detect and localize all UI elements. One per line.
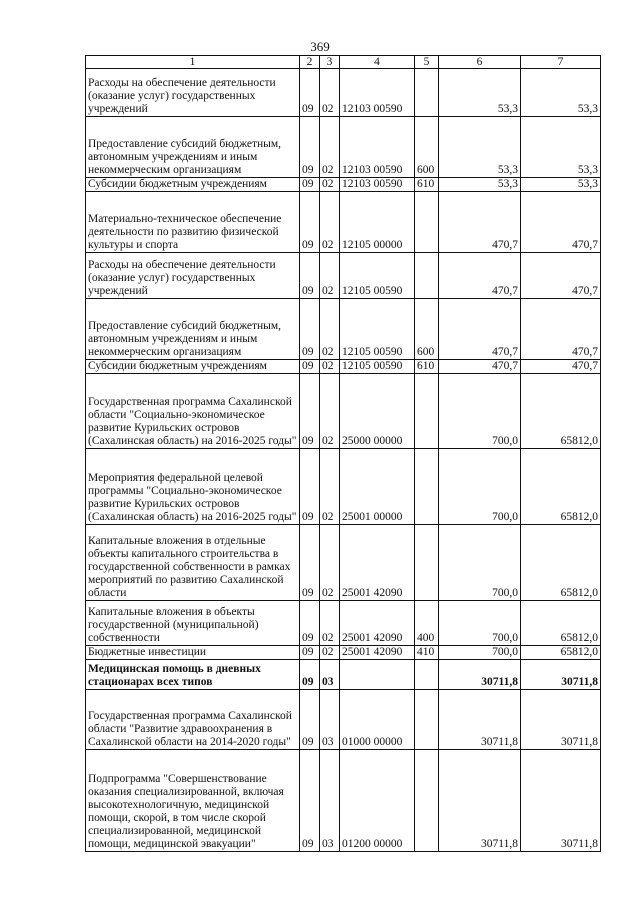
amount-col6-cell: 700,0 (439, 449, 521, 525)
amount-col7-cell: 53,3 (521, 178, 601, 192)
expense-type-cell (415, 69, 439, 117)
amount-col6-cell: 53,3 (439, 117, 521, 178)
table-row (86, 69, 601, 117)
column-header: 5 (415, 56, 439, 69)
budget-table (85, 55, 601, 852)
table-row (86, 178, 601, 192)
expense-type-cell: 600 (415, 299, 439, 360)
column-header: 6 (439, 56, 521, 69)
row-name-cell: Материально-техническое обеспечение деятельности по развитию физической культуры и спорта (86, 192, 300, 253)
table-row (86, 253, 601, 299)
target-article-cell: 25001 42090 (340, 646, 415, 660)
table-row (86, 601, 601, 646)
column-number-row (86, 56, 601, 69)
table-row (86, 750, 601, 852)
section-code-cell: 09 (300, 601, 320, 646)
subsection-code-cell: 02 (320, 646, 340, 660)
expense-type-cell (415, 525, 439, 601)
section-code-cell: 09 (300, 69, 320, 117)
subsection-code-cell: 02 (320, 253, 340, 299)
amount-col6-cell: 470,7 (439, 360, 521, 374)
amount-col6-cell: 700,0 (439, 525, 521, 601)
subsection-code-cell: 02 (320, 525, 340, 601)
expense-type-cell (415, 690, 439, 750)
target-article-cell: 12105 00590 (340, 253, 415, 299)
target-article-cell (340, 660, 415, 690)
table-row (86, 646, 601, 660)
amount-col6-cell: 700,0 (439, 646, 521, 660)
amount-col7-cell: 53,3 (521, 117, 601, 178)
subsection-code-cell: 02 (320, 374, 340, 449)
expense-type-cell (415, 192, 439, 253)
expense-type-cell: 410 (415, 646, 439, 660)
section-code-cell: 09 (300, 117, 320, 178)
section-code-cell: 09 (300, 192, 320, 253)
amount-col7-cell: 470,7 (521, 360, 601, 374)
expense-type-cell (415, 750, 439, 852)
subsection-code-cell: 02 (320, 69, 340, 117)
subsection-code-cell: 02 (320, 192, 340, 253)
section-code-cell: 09 (300, 690, 320, 750)
row-name-cell: Государственная программа Сахалинской области "Социально-экономическое развитие Курильских островов (Сахалинская область) на 2016-2025 годы" (86, 374, 300, 449)
subsection-code-cell: 02 (320, 299, 340, 360)
row-name-cell: Расходы на обеспечение деятельности (оказание услуг) государственных учреждений (86, 69, 300, 117)
amount-col6-cell: 53,3 (439, 178, 521, 192)
table-row (86, 192, 601, 253)
expense-type-cell: 600 (415, 117, 439, 178)
row-name-cell: Капитальные вложения в отдельные объекты капитального строительства в государственной собственности в рамках мероприятий по развитию Сахалинской области (86, 525, 300, 601)
amount-col7-cell: 470,7 (521, 299, 601, 360)
expense-type-cell: 400 (415, 601, 439, 646)
subsection-code-cell: 02 (320, 360, 340, 374)
expense-type-cell (415, 374, 439, 449)
row-name-cell: Предоставление субсидий бюджетным, автономным учреждениям и иным некоммерческим организациям (86, 299, 300, 360)
table-row (86, 117, 601, 178)
subsection-code-cell: 03 (320, 660, 340, 690)
target-article-cell: 12105 00590 (340, 360, 415, 374)
section-code-cell: 09 (300, 750, 320, 852)
amount-col7-cell: 30711,8 (521, 660, 601, 690)
target-article-cell: 01200 00000 (340, 750, 415, 852)
amount-col6-cell: 53,3 (439, 69, 521, 117)
amount-col6-cell: 700,0 (439, 601, 521, 646)
target-article-cell: 01000 00000 (340, 690, 415, 750)
row-name-cell: Медицинская помощь в дневных стационарах всех типов (86, 660, 300, 690)
row-name-cell: Бюджетные инвестиции (86, 646, 300, 660)
table-body (86, 69, 601, 852)
subsection-code-cell: 02 (320, 601, 340, 646)
section-code-cell: 09 (300, 360, 320, 374)
table-row (86, 299, 601, 360)
table-row (86, 449, 601, 525)
section-code-cell: 09 (300, 374, 320, 449)
amount-col6-cell: 30711,8 (439, 660, 521, 690)
column-header: 7 (521, 56, 601, 69)
expense-type-cell: 610 (415, 178, 439, 192)
table-row (86, 374, 601, 449)
target-article-cell: 12105 00590 (340, 299, 415, 360)
row-name-cell: Государственная программа Сахалинской области "Развитие здравоохранения в Сахалинской области на 2014-2020 годы" (86, 690, 300, 750)
section-code-cell: 09 (300, 299, 320, 360)
target-article-cell: 25000 00000 (340, 374, 415, 449)
row-name-cell: Субсидии бюджетным учреждениям (86, 178, 300, 192)
row-name-cell: Субсидии бюджетным учреждениям (86, 360, 300, 374)
subsection-code-cell: 03 (320, 750, 340, 852)
column-header: 4 (340, 56, 415, 69)
column-header: 3 (320, 56, 340, 69)
amount-col6-cell: 470,7 (439, 253, 521, 299)
page-number: 369 (310, 39, 330, 54)
expense-type-cell (415, 253, 439, 299)
column-header: 1 (86, 56, 300, 69)
target-article-cell: 12103 00590 (340, 178, 415, 192)
amount-col7-cell: 470,7 (521, 253, 601, 299)
subsection-code-cell: 02 (320, 178, 340, 192)
expense-type-cell (415, 449, 439, 525)
target-article-cell: 12103 00590 (340, 69, 415, 117)
section-code-cell: 09 (300, 660, 320, 690)
amount-col7-cell: 53,3 (521, 69, 601, 117)
amount-col7-cell: 65812,0 (521, 601, 601, 646)
target-article-cell: 25001 00000 (340, 449, 415, 525)
subsection-code-cell: 02 (320, 449, 340, 525)
amount-col7-cell: 65812,0 (521, 646, 601, 660)
row-name-cell: Капитальные вложения в объекты государственной (муниципальной) собственности (86, 601, 300, 646)
table-row (86, 525, 601, 601)
amount-col7-cell: 470,7 (521, 192, 601, 253)
section-code-cell: 09 (300, 178, 320, 192)
subsection-code-cell: 03 (320, 690, 340, 750)
table-row (86, 660, 601, 690)
table-row (86, 360, 601, 374)
amount-col7-cell: 30711,8 (521, 750, 601, 852)
section-code-cell: 09 (300, 253, 320, 299)
target-article-cell: 12103 00590 (340, 117, 415, 178)
amount-col6-cell: 470,7 (439, 192, 521, 253)
target-article-cell: 25001 42090 (340, 601, 415, 646)
row-name-cell: Подпрограмма "Совершенствование оказания специализированной, включая высокотехнологичную, медицинской помощи, скорой, в том числе скорой специализированной, медицинской помощи, медицинской эвакуации" (86, 750, 300, 852)
amount-col6-cell: 30711,8 (439, 690, 521, 750)
table-row (86, 690, 601, 750)
target-article-cell: 25001 42090 (340, 525, 415, 601)
subsection-code-cell: 02 (320, 117, 340, 178)
section-code-cell: 09 (300, 525, 320, 601)
amount-col6-cell: 700,0 (439, 374, 521, 449)
column-header: 2 (300, 56, 320, 69)
target-article-cell: 12105 00000 (340, 192, 415, 253)
amount-col6-cell: 30711,8 (439, 750, 521, 852)
row-name-cell: Расходы на обеспечение деятельности (оказание услуг) государственных учреждений (86, 253, 300, 299)
row-name-cell: Мероприятия федеральной целевой программы "Социально-экономическое развитие Курильских островов (Сахалинская область) на 2016-2025 годы" (86, 449, 300, 525)
expense-type-cell (415, 660, 439, 690)
amount-col7-cell: 65812,0 (521, 449, 601, 525)
amount-col7-cell: 30711,8 (521, 690, 601, 750)
amount-col6-cell: 470,7 (439, 299, 521, 360)
section-code-cell: 09 (300, 646, 320, 660)
row-name-cell: Предоставление субсидий бюджетным, автономным учреждениям и иным некоммерческим организациям (86, 117, 300, 178)
section-code-cell: 09 (300, 449, 320, 525)
expense-type-cell: 610 (415, 360, 439, 374)
amount-col7-cell: 65812,0 (521, 525, 601, 601)
amount-col7-cell: 65812,0 (521, 374, 601, 449)
